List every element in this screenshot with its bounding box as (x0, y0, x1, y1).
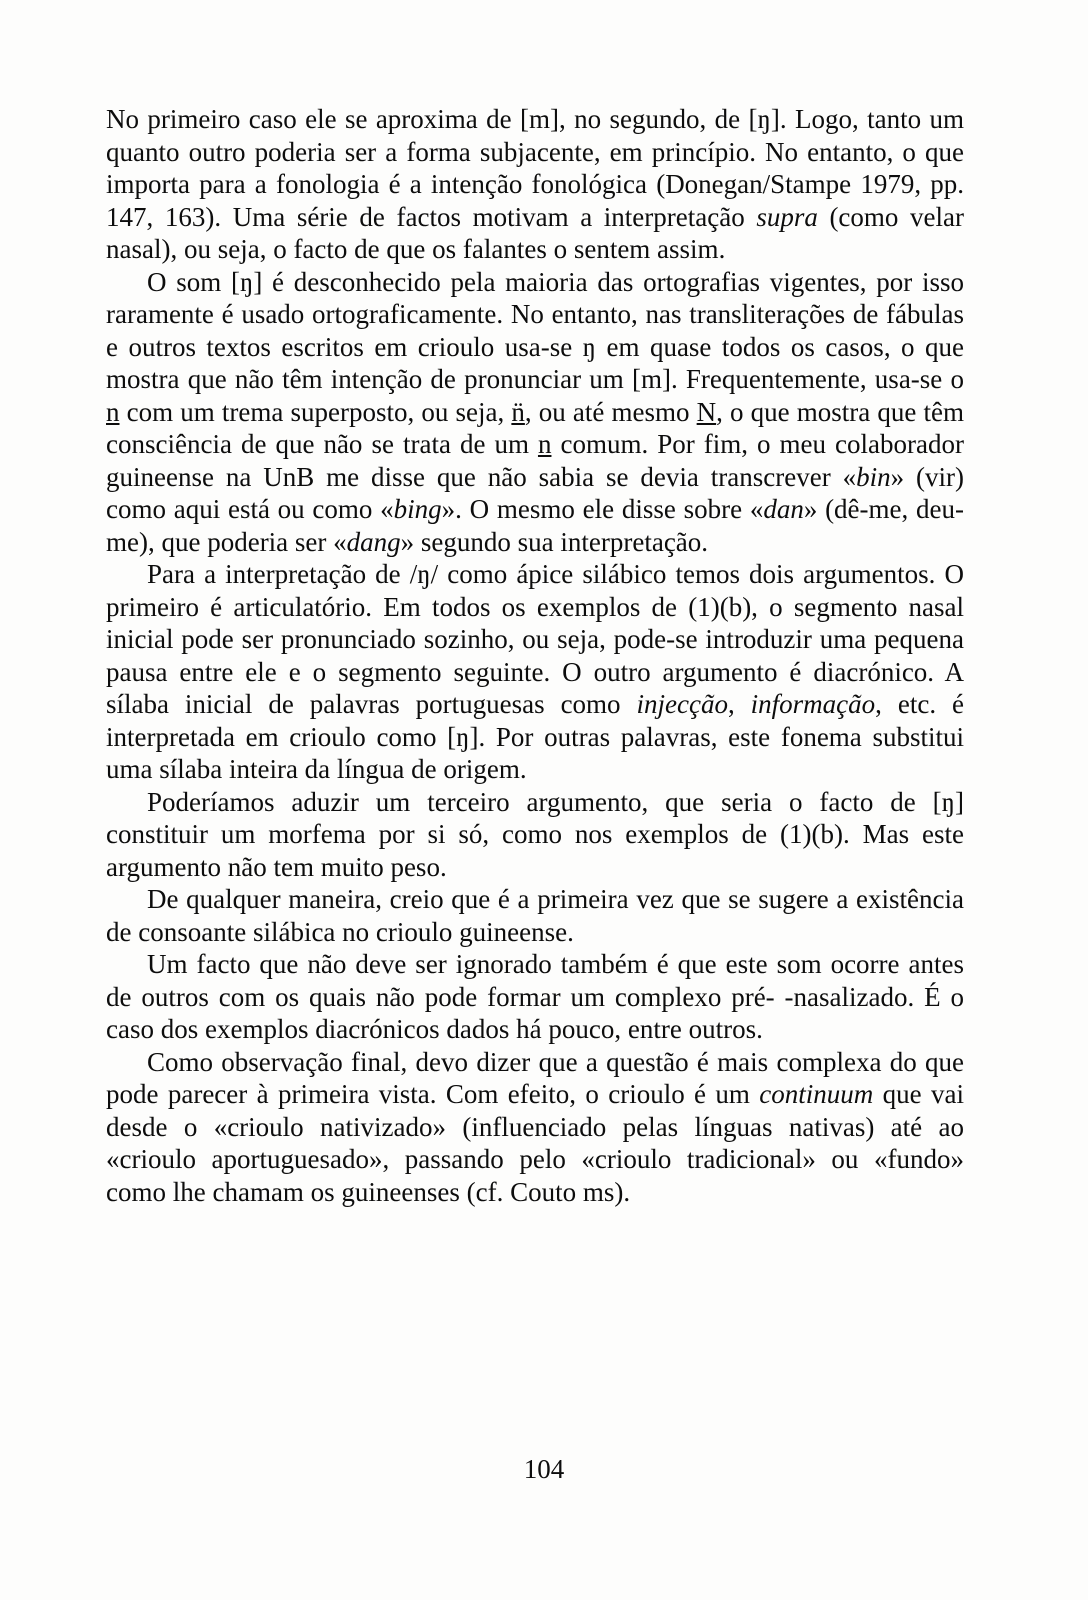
text-run: que vai desde o «crioulo nativizado» (influenciado pelas línguas nativas) até ao «crioulo aportuguesado», passando pelo «crioulo tradicional» ou «fundo» como lhe chamam os guineenses (cf. Couto ms). (106, 1079, 964, 1207)
paragraph (106, 558, 964, 786)
italic-text-run: continuum (759, 1079, 874, 1109)
text-run: De qualquer maneira, creio que é a primeira vez que se sugere a existência de consoante silábica no crioulo guineense. (106, 884, 964, 947)
text-run: comum. Por fim, o meu colaborador guineense na UnB me disse que não sabia se devia transcrever « (106, 429, 964, 492)
text-run: com um trema superposto, ou seja, (119, 396, 512, 427)
page-number: 104 (523, 1454, 565, 1484)
paragraph (106, 1046, 964, 1209)
text-run: Como observação final, devo dizer que a questão é mais complexa do que pode parecer à primeira vista. Com efeito, o crioulo é um (106, 1046, 964, 1109)
paragraph (106, 786, 964, 884)
text-run: (como velar nasal), ou seja, o facto de que os falantes o sentem assim. (106, 201, 964, 264)
text-run: , (727, 689, 751, 719)
italic-text-run: supra (756, 201, 818, 232)
italic-text-run: bin (856, 461, 891, 492)
text-run: No primeiro caso ele se aproxima de [m], no segundo, de [ŋ]. Logo, tanto um quanto outro poderia ser a forma subjacente, em princípio. No entanto, o que importa para a fonologia é a intenção fonológica (Donegan/Stampe 1979, pp. 147, 163). Uma série de factos motivam a interpretação (106, 104, 964, 232)
text-run: , etc. é interpretada em crioulo como [ŋ]. Por outras palavras, este fonema substitui uma sílaba inteira da língua de origem. (106, 689, 965, 784)
underlined-text-run: n (106, 396, 120, 427)
paragraph (106, 266, 964, 559)
text-run: O som [ŋ] é desconhecido pela maioria das ortografias vigentes, por isso raramente é usado ortograficamente. No entanto, nas transliterações de fábulas e outros textos escritos em crioulo usa-se ŋ em quase todos os casos, o que mostra que não têm intenção de pronunciar um [m]. Frequentemente, usa-se o (106, 266, 964, 394)
text-run: Poderíamos aduzir um terceiro argumento, que seria o facto de [ŋ] constituir um morfema por si só, como nos exemplos de (1)(b). Mas este argumento não tem muito peso. (106, 786, 964, 882)
paragraph (106, 948, 964, 1046)
underlined-text-run: N (696, 396, 717, 427)
paragraph (106, 883, 964, 948)
italic-text-run: informação (750, 689, 876, 719)
text-run: , o que mostra que têm consciência de que não se trata de um (106, 396, 965, 459)
text-run: ». O mesmo ele disse sobre « (441, 494, 764, 524)
underlined-text-run: n̈ (511, 396, 525, 427)
body-text (106, 103, 964, 1208)
paragraph (106, 103, 964, 266)
text-run: » (vir) como aqui está ou como « (106, 461, 964, 524)
text-run: » (dê-me, deu-me), que poderia ser « (106, 494, 964, 557)
italic-text-run: dan (763, 494, 804, 524)
text-run: » segundo sua interpretação. (400, 526, 709, 557)
text-run: , ou até mesmo (524, 396, 697, 427)
italic-text-run: dang (346, 526, 401, 557)
italic-text-run: injecção (636, 689, 728, 719)
italic-text-run: bing (393, 494, 442, 524)
text-run: Para a interpretação de /ŋ/ como ápice silábico temos dois argumentos. O primeiro é articulatório. Em todos os exemplos de (1)(b), o segmento nasal inicial pode ser pronunciado sozinho, ou seja, pode-se introduzir uma pequena pausa entre ele e o segmento seguinte. O outro argumento é diacrónico. A sílaba inicial de palavras portuguesas como (106, 559, 964, 719)
underlined-text-run: n (537, 429, 552, 459)
text-run: Um facto que não deve ser ignorado também é que este som ocorre antes de outros com os quais não pode formar um complexo pré- -nasalizado. É o caso dos exemplos diacrónicos dados há pouco, entre outros. (106, 949, 964, 1044)
